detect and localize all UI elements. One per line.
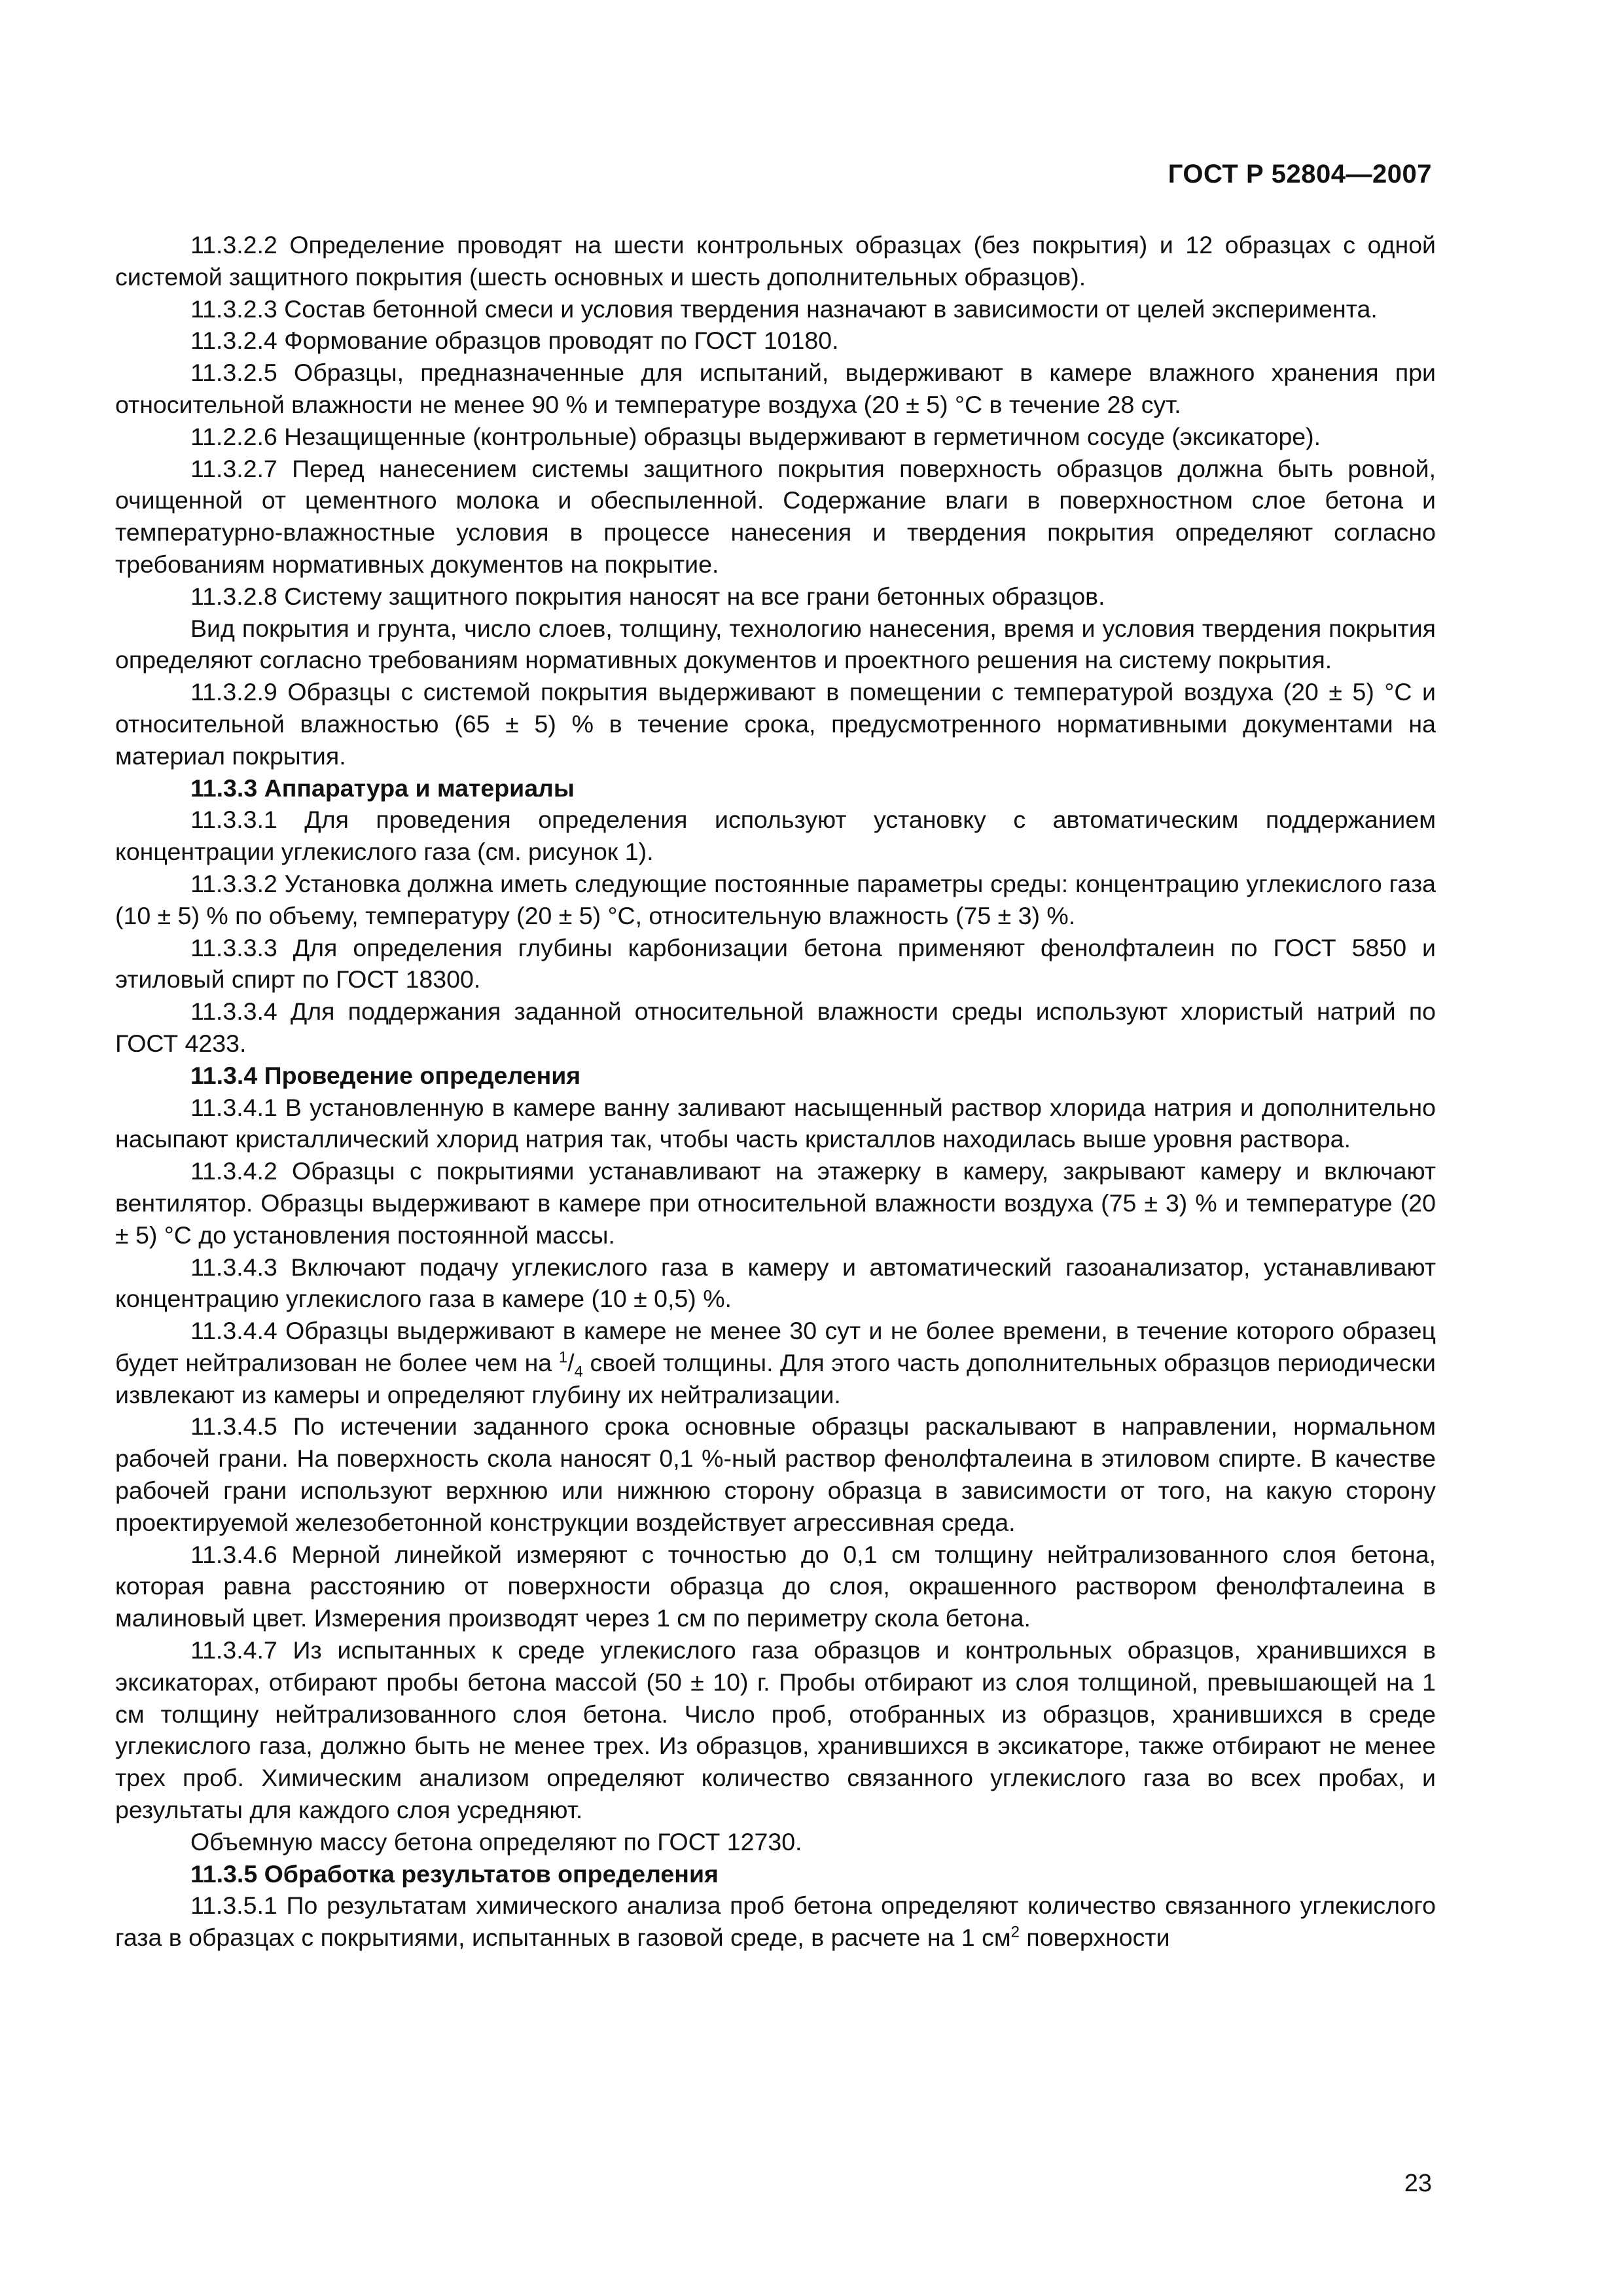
paragraph: 11.3.4.3 Включают подачу углекислого газа в камеру и автоматический газоанализатор, устанавливают концентрацию углекислого газа в камере (10 ± 0,5) %. [115, 1253, 1436, 1313]
paragraph: 11.2.2.6 Незащищенные (контрольные) образцы выдерживают в герметичном сосуде (эксикаторе). [190, 422, 1321, 450]
paragraph: 11.3.4.1 В установленную в камере ванну заливают насыщенный раствор хлорида натрия и дополнительно насыпают кристаллический хлорид натрия так, чтобы часть кристаллов находилась выше уровня раствора. [115, 1093, 1436, 1153]
paragraph: 11.3.4.6 Мерной линейкой измеряют с точностью до 0,1 см толщину нейтрализованного слоя бетона, которая равна расстоянию от поверхности образца до слоя, окрашенного раствором фенолфталеина в малиновый цвет. Измерения производят через 1 см по периметру скола бетона. [115, 1540, 1436, 1632]
paragraph [115, 1890, 1436, 1954]
superscript: 2 [1010, 1923, 1020, 1941]
paragraph: 11.3.2.8 Систему защитного покрытия наносят на все грани бетонных образцов. [190, 582, 1105, 610]
paragraph: 11.3.3.1 Для проведения определения используют установку с автоматическим поддержанием концентрации углекислого газа (см. рисунок 1). [115, 806, 1436, 866]
paragraph: 11.3.2.4 Формование образцов проводят по ГОСТ 10180. [190, 327, 839, 355]
paragraph: Вид покрытия и грунта, число слоев, толщину, технологию нанесения, время и условия твердения покрытия определяют согласно требованиям нормативных документов и проектного решения на систему покрытия. [115, 614, 1436, 674]
paragraph: 11.3.4.4 Образцы выдерживают в камере не менее 30 сут и не более времени, в течение которого образец будет нейтрализован не более чем на $^1/_4$ своей толщины. Для этого часть дополнительных образцов периодически извлекают из камеры и определяют глубину их нейтрализации. [115, 1317, 1436, 1408]
page-number: 23 [1404, 2170, 1432, 2197]
paragraph-text: 11.3.4.4 Образцы выдерживают в камере не менее 30 сут и не более времени, в течение которого образец будет нейтрализован не более чем на [115, 1317, 1436, 1376]
paragraph: 11.3.2.2 Определение проводят на шести контрольных образцах (без покрытия) и 12 образцах с одной системой защитного покрытия (шесть основных и шесть дополнительных образцов). [115, 231, 1436, 291]
paragraph-text: 11.3.5.1 По результатам химического анализа проб бетона определяют количество связанного углекислого газа в образцах с покрытиями, испытанных в газовой среде, в расчете на 1 см [115, 1892, 1436, 1952]
paragraph: 11.3.3.2 Установка должна иметь следующие постоянные параметры среды: концентрацию углекислого газа (10 ± 5) % по объему, температуру (20 ± 5) °С, относительную влажность (75 ± 3) %. [115, 869, 1436, 929]
paragraph: 11.3.4.5 По истечении заданного срока основные образцы раскалывают в направлении, нормальном рабочей грани. На поверхность скола наносят 0,1 %-ный раствор фенолфталеина в этиловом спирте. В качестве рабочей грани используют верхнюю или нижнюю сторону образца в зависимости от того, на какую сторону проектируемой железобетонной конструкции воздействует агрессивная среда. [115, 1412, 1436, 1536]
section-heading: 11.3.4 Проведение определения [190, 1061, 581, 1089]
paragraph: 11.3.3.4 Для поддержания заданной относительной влажности среды используют хлористый натрий по ГОСТ 4233. [115, 997, 1436, 1057]
section-heading: 11.3.3 Аппаратура и материалы [190, 774, 575, 802]
paragraph: 11.3.4.2 Образцы с покрытиями устанавливают на этажерку в камеру, закрывают камеру и включают вентилятор. Образцы выдерживают в камере при относительной влажности воздуха (75 ± 3) % и температуре (20 ± 5) °С до установления постоянной массы. [115, 1157, 1436, 1249]
paragraph: 11.3.2.9 Образцы с системой покрытия выдерживают в помещении с температурой воздуха (20 ± 5) °С и относительной влажностью (65 ± 5) % в течение срока, предусмотренного нормативными документами на материал покрытия. [115, 678, 1436, 770]
paragraph: 11.3.2.5 Образцы, предназначенные для испытаний, выдерживают в камере влажного хранения при относительной влажности не менее 90 % и температуре воздуха (20 ± 5) °С в течение 28 сут. [115, 359, 1436, 418]
document-body [115, 229, 1436, 1954]
fraction-numerator: 1 [558, 1348, 568, 1367]
section-heading: 11.3.5 Обработка результатов определения [190, 1859, 719, 1888]
paragraph: 11.3.2.3 Состав бетонной смеси и условия твердения назначают в зависимости от целей эксперимента. [190, 295, 1378, 323]
paragraph: 11.3.2.7 Перед нанесением системы защитного покрытия поверхность образцов должна быть ровной, очищенной от цементного молока и обеспыленной. Содержание влаги в поверхностном слое бетона и температурно-влажностные условия в процессе нанесения и твердения покрытия определяют согласно требованиям нормативных документов на покрытие. [115, 454, 1436, 578]
paragraph-text: своей толщины. Для этого часть дополнительных образцов периодически извлекают из камеры и определяют глубину их нейтрализации. [115, 1348, 1436, 1408]
document-designation: ГОСТ Р 52804—2007 [1168, 160, 1432, 188]
paragraph: Объемную массу бетона определяют по ГОСТ 12730. [190, 1827, 802, 1856]
paragraph-text: поверхности [1019, 1924, 1170, 1952]
paragraph: 11.3.4.7 Из испытанных к среде углекислого газа образцов и контрольных образцов, хранившихся в эксикаторах, отбирают пробы бетона массой (50 ± 10) г. Пробы отбирают из слоя толщиной, превышающей на 1 см толщину нейтрализованного слоя бетона. Число проб, отобранных из образцов, хранившихся в среде углекислого газа, должно быть не менее трех. Из образцов, хранившихся в эксикаторе, также отбирают не менее трех проб. Химическим анализом определяют количество связанного углекислого газа во всех пробах, и результаты для каждого слоя усредняют. [115, 1636, 1436, 1824]
paragraph: 11.3.3.3 Для определения глубины карбонизации бетона применяют фенолфталеин по ГОСТ 5850 и этиловый спирт по ГОСТ 18300. [115, 933, 1436, 994]
fraction-denominator: 4 [574, 1363, 583, 1381]
